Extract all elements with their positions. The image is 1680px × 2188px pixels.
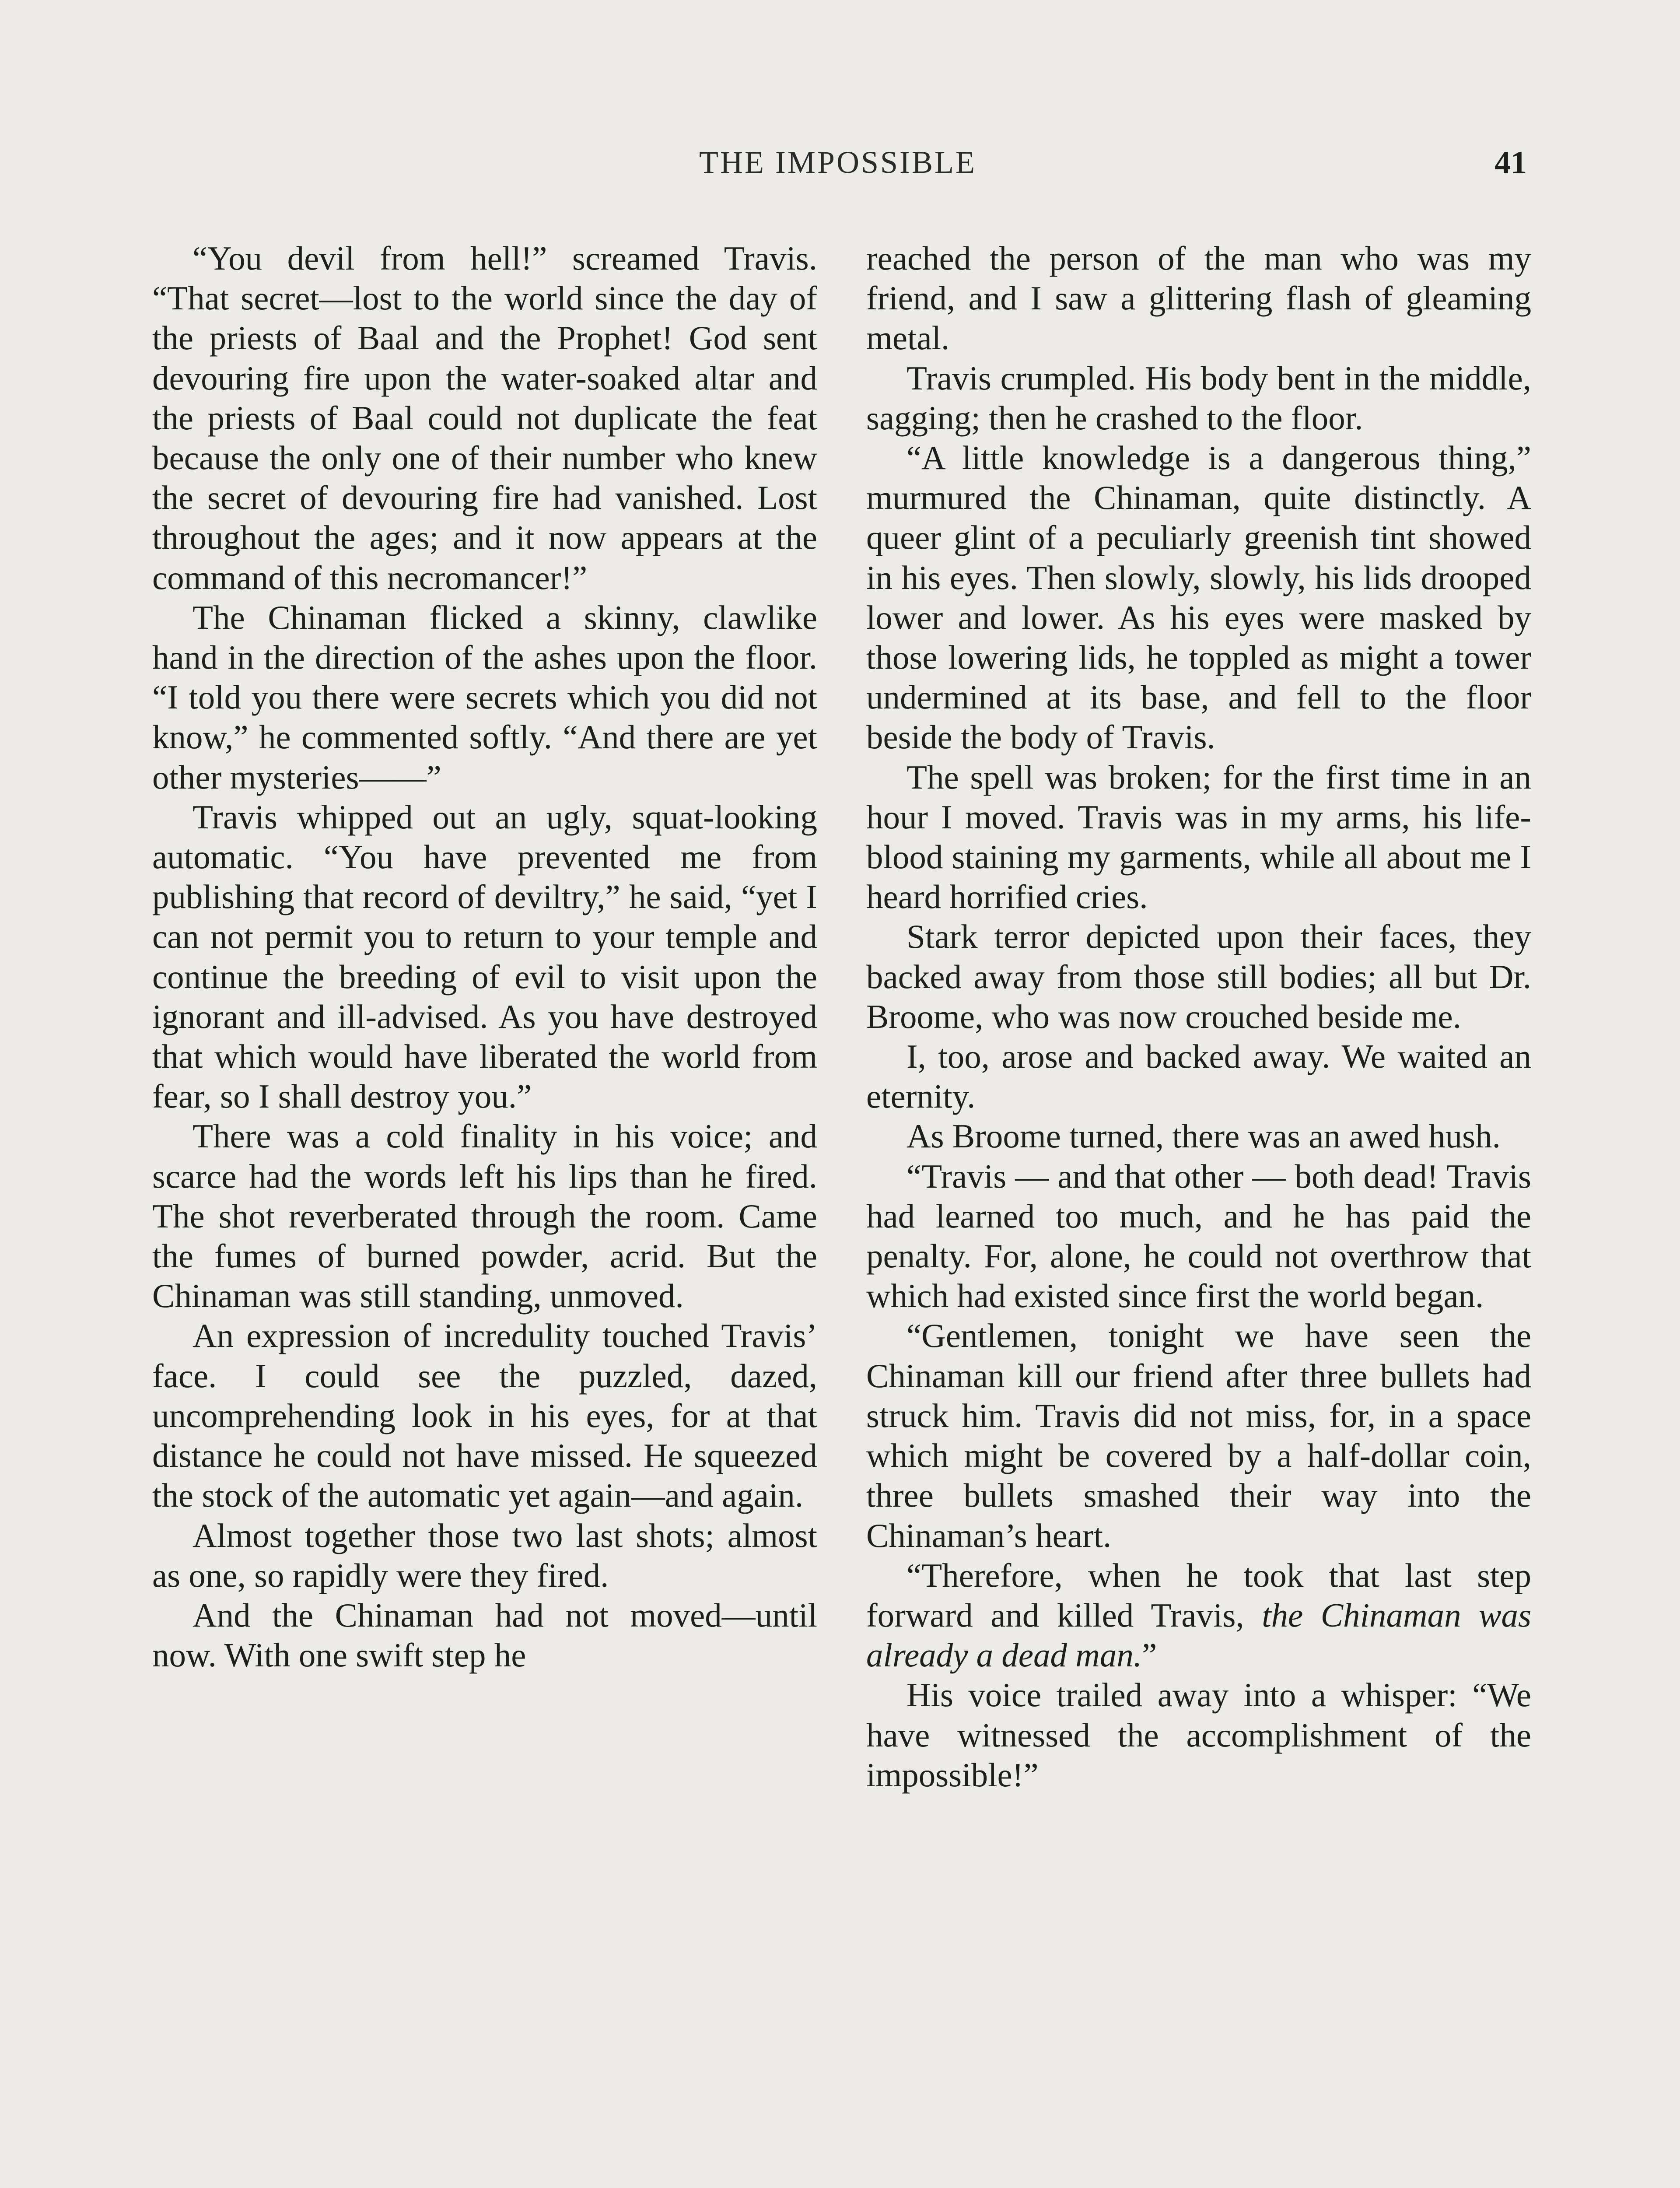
paragraph: There was a cold finality in his voice; and scarce had the words left his lips than he fired. The shot reverberated through the room. Came the fumes of burned powder, acrid. But the Chinaman was still standing, unmoved. [152,1117,817,1315]
paragraph: His voice trailed away into a whisper: “We have witnessed the accomplishment of the impossible!” [866,1676,1531,1794]
italic-emphasis: the Chinaman was already a dead man. [866,1596,1531,1674]
paragraph: The spell was broken; for the first time in an hour I moved. Travis was in my arms, his life-blood staining my garments, while all about me I heard horrified cries. [866,758,1531,916]
paragraph: I, too, arose and backed away. We waited an eternity. [866,1038,1531,1115]
page-header [149,144,1527,193]
paragraph: Stark terror depicted upon their faces, they backed away from those still bodies; all but Dr. Broome, who was now crouched beside me. [866,918,1531,1035]
paragraph: Travis whipped out an ugly, squat-looking automatic. “You have prevented me from publishing that record of deviltry,” he said, “yet I can not permit you to return to your temple and continue the breeding of evil to visit upon the ignorant and ill-advised. As you have destroyed that which would have liberated the world from fear, so I shall destroy you.” [152,798,817,1115]
paragraph: An expression of incredulity touched Travis’ face. I could see the puzzled, dazed, uncomprehending look in his eyes, for at that distance he could not have missed. He squeezed the stock of the automatic yet again—and again. [152,1317,817,1515]
paragraph: “A little knowledge is a dangerous thing,” murmured the Chinaman, quite distinctly. A queer glint of a peculiarly greenish tint showed in his eyes. Then slowly, slowly, his lids drooped lower and lower. As his eyes were masked by those lowering lids, he toppled as might a tower undermined at its base, and fell to the floor beside the body of Travis. [866,439,1531,756]
paragraph: “Gentlemen, tonight we have seen the Chinaman kill our friend after three bullets had struck him. Travis did not miss, for, in a space which might be covered by a half-dollar coin, three bullets smashed their way into the Chinaman’s heart. [866,1317,1531,1554]
paragraph: As Broome turned, there was an awed hush. [906,1117,1501,1155]
paragraph: Travis crumpled. His body bent in the middle, sagging; then he crashed to the floor. [866,359,1531,437]
paragraph-text: “Therefore, when he took that last step forward and killed Travis, [866,1556,1531,1634]
running-title: THE IMPOSSIBLE [699,145,977,180]
page-number: 41 [1494,145,1527,181]
right-column [866,238,1531,1795]
paragraph: “You devil from hell!” screamed Travis. “That secret—lost to the world since the day of the priests of Baal and the Prophet! God sent devouring fire upon the water-soaked altar and the priests of Baal could not duplicate the feat because the only one of their number who knew the secret of devouring fire had vanished. Lost throughout the ages; and it now appears at the command of this necromancer!” [152,239,817,596]
paragraph: And the Chinaman had not moved—until now. With one swift step he [152,1596,817,1674]
paragraph-continued: reached the person of the man who was my friend, and I saw a glittering flash of gleaming metal. [866,239,1531,357]
paragraph-therefore [866,1556,1531,1676]
left-column [152,238,817,1675]
closing-quote: ” [1142,1636,1157,1674]
paragraph: The Chinaman flicked a skinny, clawlike hand in the direction of the ashes upon the floor. “I told you there were secrets which you did not know,” he commented softly. “And there are yet other mysteries——” [152,598,817,796]
paragraph: Almost together those two last shots; almost as one, so rapidly were they fired. [152,1516,817,1594]
paragraph: “Travis — and that other — both dead! Travis had learned too much, and he has paid the penalty. For, alone, he could not overthrow that which had existed since first the world began. [866,1157,1531,1315]
